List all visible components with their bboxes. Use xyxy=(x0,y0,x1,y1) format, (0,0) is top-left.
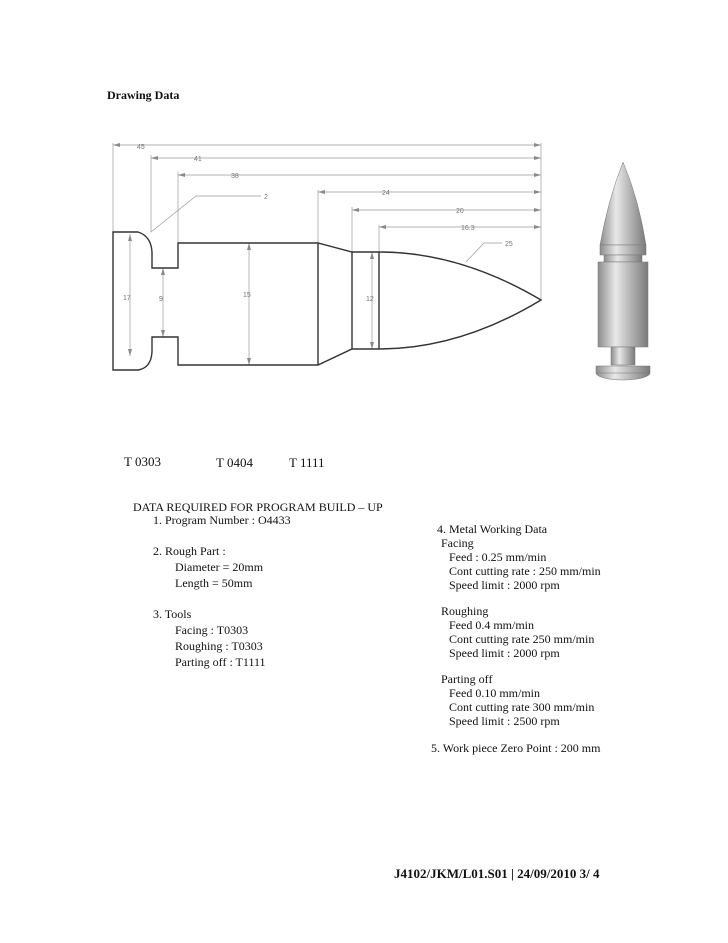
dim-24: 24 xyxy=(382,190,390,197)
rough-part: 2. Rough Part : xyxy=(153,544,226,558)
dim-17: 17 xyxy=(123,295,131,302)
tool-facing: Facing : T0303 xyxy=(175,623,249,637)
dim-45: 45 xyxy=(137,144,145,151)
metal-working-heading: 4. Metal Working Data xyxy=(437,522,548,536)
facing-title: Facing xyxy=(441,536,474,550)
dim-9: 9 xyxy=(159,296,163,303)
dim-15: 15 xyxy=(243,292,251,299)
rough-length: Length = 50mm xyxy=(175,576,253,590)
tool-label-1: T 0303 xyxy=(124,454,161,469)
parting-title: Parting off xyxy=(441,672,493,686)
parting-speed: Speed limit : 2500 rpm xyxy=(449,714,560,728)
technical-drawing xyxy=(0,0,728,400)
dim-25: 25 xyxy=(505,241,513,248)
facing-speed: Speed limit : 2000 rpm xyxy=(449,578,560,592)
roughing-cont-rate: Cont cutting rate 250 mm/min xyxy=(449,632,595,646)
tool-label-2: T 0404 xyxy=(216,455,253,470)
zero-point: 5. Work piece Zero Point : 200 mm xyxy=(431,741,601,755)
tool-parting: Parting off : T1111 xyxy=(175,655,266,669)
roughing-feed: Feed 0.4 mm/min xyxy=(449,618,534,632)
parting-feed: Feed 0.10 mm/min xyxy=(449,686,540,700)
roughing-speed: Speed limit : 2000 rpm xyxy=(449,646,560,660)
tool-label-3: T 1111 xyxy=(289,455,325,470)
tool-roughing: Roughing : T0303 xyxy=(175,639,263,653)
dim-12: 12 xyxy=(366,296,374,303)
dim-20: 20 xyxy=(456,208,464,215)
tools-heading: 3. Tools xyxy=(153,607,192,621)
parting-cont-rate: Cont cutting rate 300 mm/min xyxy=(449,700,595,714)
part-outline xyxy=(113,232,541,370)
dim-41: 41 xyxy=(194,156,202,163)
page-footer: J4102/JKM/L01.S01 | 24/09/2010 3/ 4 xyxy=(394,866,600,881)
facing-feed: Feed : 0.25 mm/min xyxy=(449,550,547,564)
dim-16-3: 16.3 xyxy=(461,225,475,232)
roughing-title: Roughing xyxy=(441,604,489,618)
part-3d-render-icon xyxy=(596,162,650,380)
dim-38: 38 xyxy=(231,173,239,180)
facing-cont-rate: Cont cutting rate : 250 mm/min xyxy=(449,564,601,578)
program-number: 1. Program Number : O4433 xyxy=(153,513,291,527)
dim-2: 2 xyxy=(264,194,268,201)
rough-diameter: Diameter = 20mm xyxy=(175,560,264,574)
data-heading: DATA REQUIRED FOR PROGRAM BUILD – UP xyxy=(133,500,383,514)
section-title: Drawing Data xyxy=(107,88,180,102)
